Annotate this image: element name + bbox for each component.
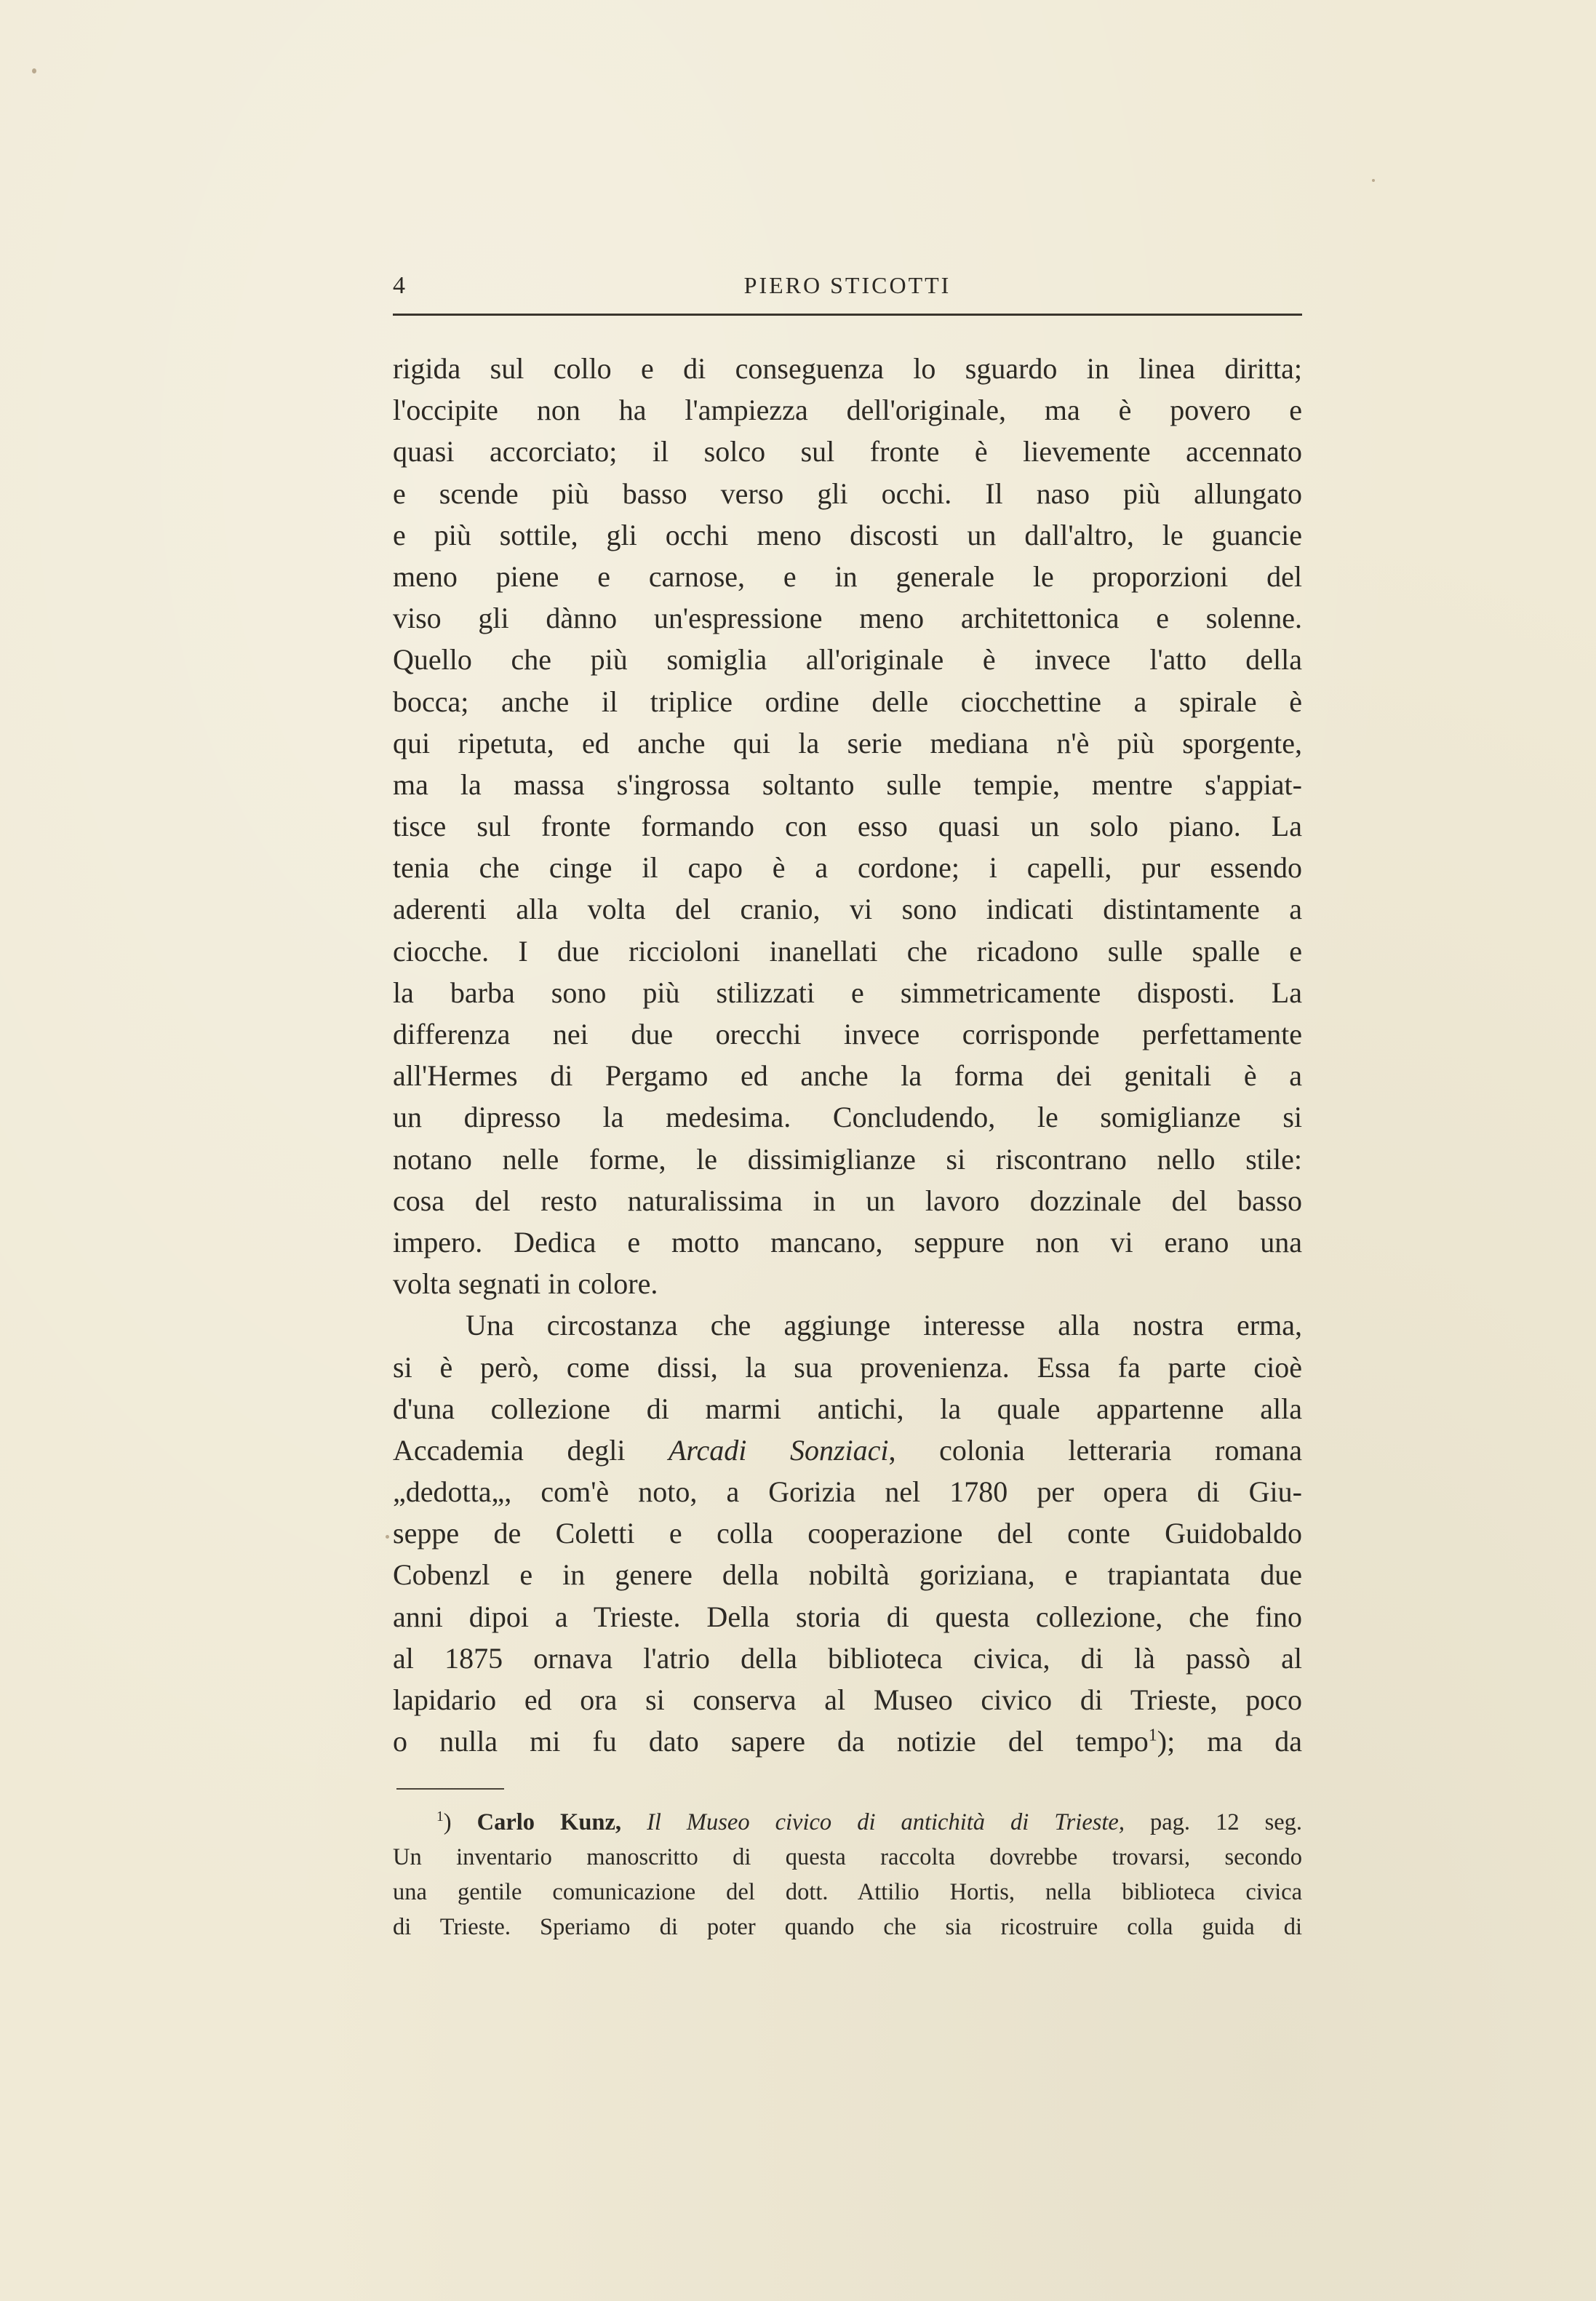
footnote-separator	[396, 1788, 504, 1790]
header-rule	[393, 314, 1302, 316]
text-line: qui ripetuta, ed anche qui la serie mediana n'è più sporgente,	[393, 726, 1302, 759]
text-line: si è però, come dissi, la sua provenienza. Essa fa parte cioè	[393, 1350, 1302, 1384]
text-run: Accademia degli	[393, 1433, 669, 1467]
text-line: „dedotta„, com'è noto, a Gorizia nel 1780 per opera di Giu-	[393, 1475, 1302, 1509]
main-text	[393, 348, 1302, 1762]
text-line: e più sottile, gli occhi meno discosti un dall'altro, le guancie	[393, 518, 1302, 551]
text-line: Cobenzl e in genere della nobiltà goriziana, e trapiantata due	[393, 1558, 1302, 1592]
footnote	[393, 1805, 1302, 1945]
footnote-line: di Trieste. Speriamo di poter quando che sia ricostruire colla guida di	[393, 1914, 1302, 1940]
page-header	[393, 272, 1302, 310]
text-line: seppe de Coletti e colla cooperazione del conte Guidobaldo	[393, 1517, 1302, 1550]
text-run: , colonia letteraria romana	[888, 1433, 1302, 1467]
text-line: d'una collezione di marmi antichi, la quale appartenne alla	[393, 1392, 1302, 1425]
footnote-author: Carlo Kunz,	[476, 1809, 622, 1835]
paper-speck	[386, 1535, 389, 1539]
text-line: aderenti alla volta del cranio, vi sono indicati distintamente a	[393, 893, 1302, 926]
footnote-line: una gentile comunicazione del dott. Attilio Hortis, nella biblioteca civica	[393, 1879, 1302, 1905]
footnote-line: Un inventario manoscritto di questa raccolta dovrebbe trovarsi, secondo	[393, 1844, 1302, 1870]
footnote-reference: 1	[1148, 1726, 1157, 1745]
text-line: al 1875 ornava l'atrio della biblioteca civica, di là passò al	[393, 1641, 1302, 1675]
text-line: lapidario ed ora si conserva al Museo civico di Trieste, poco	[393, 1683, 1302, 1716]
text-line: impero. Dedica e motto mancano, seppure non vi erano una	[393, 1225, 1302, 1259]
text-line: e scende più basso verso gli occhi. Il naso più allungato	[393, 476, 1302, 510]
text-line: quasi accorciato; il solco sul fronte è lievemente accennato	[393, 435, 1302, 468]
footnote-title: Il Museo civico di antichità di Trieste,	[647, 1809, 1125, 1835]
text-line: bocca; anche il triplice ordine delle ciocchettine a spirale è	[393, 685, 1302, 718]
text-line: differenza nei due orecchi invece corrisponde perfettamente	[393, 1018, 1302, 1050]
text-line: Una circostanza che aggiunge interesse alla nostra erma,	[466, 1309, 1302, 1342]
text-run: ); ma da	[1157, 1725, 1302, 1758]
text-line: meno piene e carnose, e in generale le proporzioni del	[393, 559, 1302, 593]
footnote-ref: pag. 12 seg.	[1150, 1809, 1302, 1835]
text-line: volta segnati in colore.	[393, 1267, 658, 1301]
text-line: ma la massa s'ingrossa soltanto sulle tempie, mentre s'appiat-	[393, 767, 1302, 801]
paper-speck	[1372, 179, 1375, 182]
text-line: viso gli dànno un'espressione meno architettonica e solenne.	[393, 602, 1302, 635]
text-line: Quello che più somiglia all'originale è invece l'atto della	[393, 643, 1302, 677]
text-line: cosa del resto naturalissima in un lavoro dozzinale del basso	[393, 1184, 1302, 1217]
text-line: all'Hermes di Pergamo ed anche la forma dei genitali è a	[393, 1059, 1302, 1093]
paper-speck	[32, 68, 36, 73]
text-line	[393, 1429, 1302, 1471]
text-line	[393, 1720, 1302, 1762]
page-number: 4	[393, 272, 406, 299]
text-line: ciocche. I due riccioloni inanellati che ricadono sulle spalle e	[393, 934, 1302, 968]
text-line: anni dipoi a Trieste. Della storia di questa collezione, che fino	[393, 1600, 1302, 1633]
footnote-marker: 1	[436, 1809, 444, 1825]
text-line: tisce sul fronte formando con esso quasi un solo piano. La	[393, 810, 1302, 843]
italic-text: Arcadi Sonziaci	[669, 1433, 889, 1467]
footnote-line: $^1$) Carlo Kunz, Il Museo civico di antichità di Trieste, pag. 12 seg.	[436, 1809, 1302, 1835]
text-line: la barba sono più stilizzati e simmetricamente disposti. La	[393, 976, 1302, 1009]
text-line: l'occipite non ha l'ampiezza dell'originale, ma è povero e	[393, 394, 1302, 427]
text-line: un dipresso la medesima. Concludendo, le somiglianze si	[393, 1101, 1302, 1134]
running-head: PIERO STICOTTI	[743, 272, 951, 298]
text-line: tenia che cinge il capo è a cordone; i capelli, pur essendo	[393, 851, 1302, 885]
text-run: o nulla mi fu dato sapere da notizie del tempo	[393, 1725, 1149, 1758]
text-line: notano nelle forme, le dissimiglianze si riscontrano nello stile:	[393, 1142, 1302, 1176]
text-line: rigida sul collo e di conseguenza lo sguardo in linea diritta;	[393, 352, 1302, 385]
